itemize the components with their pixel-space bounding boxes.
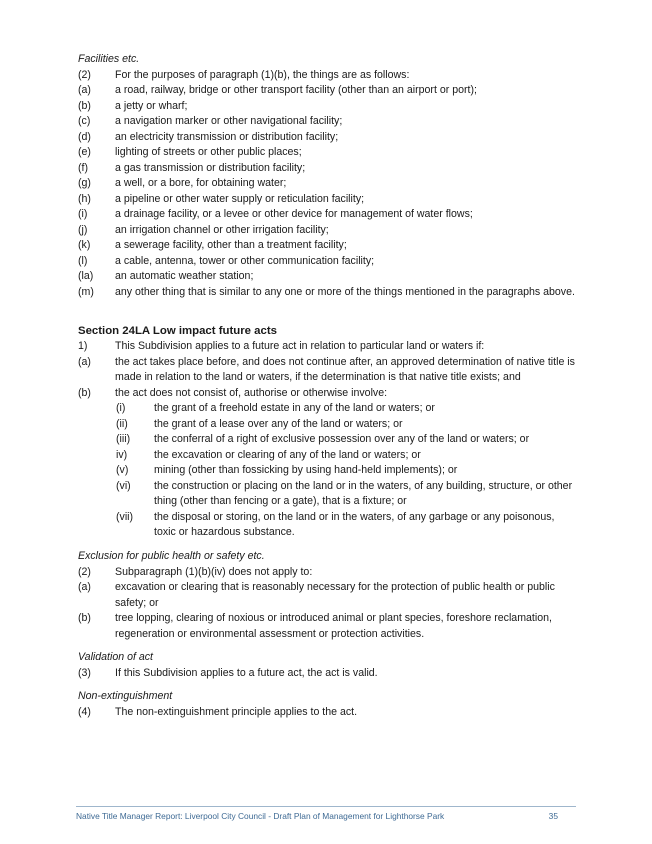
item-text: the construction or placing on the land or in the waters, of any building, structure, or other thing (other than fencing or a gate), that is a fixture; or (154, 479, 573, 507)
item-label: (la) (78, 270, 94, 282)
non-extinguishment-heading: Non-extinguishment (78, 690, 173, 702)
list-item (78, 269, 578, 285)
item-label: (e) (78, 146, 91, 158)
item-label: (c) (78, 115, 91, 127)
sub-list-item (78, 417, 578, 433)
item-text: a navigation marker or other navigational facility; (115, 115, 343, 127)
footer-text: Native Title Manager Report: Liverpool City Council - Draft Plan of Management for Lighthorse Park (76, 811, 445, 821)
page-number: 35 (548, 811, 558, 821)
list-item (78, 386, 578, 402)
item-text: For the purposes of paragraph (1)(b), the things are as follows: (115, 68, 410, 81)
sub-list-item (78, 463, 578, 479)
list-item (78, 176, 578, 192)
item-text: a well, or a bore, for obtaining water; (115, 177, 287, 189)
list-item (78, 83, 578, 99)
item-label: (b) (78, 612, 91, 624)
list-item (78, 68, 578, 84)
item-text: an automatic weather station; (115, 270, 254, 282)
item-text: an electricity transmission or distribution facility; (115, 130, 339, 143)
item-label: (h) (78, 192, 91, 205)
facilities-section (78, 52, 578, 300)
item-text: any other thing that is similar to any one or more of the things mentioned in the paragraphs above. (115, 285, 575, 298)
item-label: (2) (78, 68, 91, 81)
item-text: excavation or clearing that is reasonably necessary for the protection of public health or public safety; or (115, 581, 555, 609)
item-label: (a) (78, 84, 91, 96)
item-text: Subparagraph (1)(b)(iv) does not apply to: (115, 565, 313, 578)
item-label: (i) (78, 208, 88, 220)
item-label: (g) (78, 177, 91, 189)
section-heading: Section 24LA Low impact future acts (78, 325, 277, 337)
item-text: a sewerage facility, other than a treatment facility; (115, 239, 347, 251)
sub-list-item (78, 479, 578, 510)
sub-list-item (78, 432, 578, 448)
list-item (78, 339, 578, 355)
item-label: (2) (78, 565, 91, 578)
item-text: a pipeline or other water supply or reticulation facility; (115, 192, 365, 205)
item-text: the disposal or storing, on the land or in the waters, of any garbage or any poisonous, toxic or hazardous substance. (154, 510, 555, 538)
item-text: a drainage facility, or a levee or other device for management of water flows; (115, 208, 473, 220)
item-label: (b) (78, 386, 91, 399)
sub-list-item (78, 510, 578, 541)
facilities-heading: Facilities etc. (78, 53, 140, 65)
list-item (78, 145, 578, 161)
item-label: (i) (116, 402, 126, 414)
section-24la (78, 323, 578, 541)
item-label: (d) (78, 130, 91, 143)
exclusion-heading: Exclusion for public health or safety etc. (78, 550, 265, 562)
item-text: This Subdivision applies to a future act in relation to particular land or waters if: (115, 340, 485, 352)
exclusion-section (78, 549, 578, 642)
item-text: a cable, antenna, tower or other communication facility; (115, 254, 375, 267)
item-label: (l) (78, 254, 88, 267)
list-item (78, 130, 578, 146)
item-text: the grant of a lease over any of the land or waters; or (154, 417, 403, 430)
item-label: 1) (78, 340, 88, 352)
list-item (78, 611, 578, 642)
facilities-list (78, 68, 578, 301)
item-label: (j) (78, 223, 88, 236)
item-label: (v) (116, 464, 129, 476)
non-extinguishment-section (78, 689, 578, 720)
item-label: (a) (78, 581, 91, 593)
list-item (78, 565, 578, 581)
item-text: a jetty or wharf; (115, 99, 188, 112)
item-label: (f) (78, 161, 88, 174)
item-text: the excavation or clearing of any of the land or waters; or (154, 448, 421, 461)
list-item (78, 666, 578, 682)
list-item (78, 580, 578, 611)
item-text: the conferral of a right of exclusive possession over any of the land or waters; or (154, 433, 530, 445)
sub-list-item (78, 401, 578, 417)
list-item (78, 207, 578, 223)
list-item (78, 114, 578, 130)
item-label: (k) (78, 239, 91, 251)
item-text: a gas transmission or distribution facility; (115, 161, 306, 174)
item-label: (ii) (116, 417, 128, 430)
item-text: the act takes place before, and does not continue after, an approved determination of native title is made in relation to the land or waters, if the determination is that native title exists; and (115, 355, 575, 383)
list-item (78, 99, 578, 115)
item-text: mining (other than fossicking by using hand-held implements); or (154, 464, 458, 476)
item-label: (4) (78, 705, 91, 718)
list-item (78, 161, 578, 177)
item-label: (vii) (116, 510, 134, 523)
item-text: lighting of streets or other public places; (115, 146, 302, 158)
list-item (78, 223, 578, 239)
item-label: (3) (78, 666, 91, 679)
list-item (78, 355, 578, 386)
item-text: The non-extinguishment principle applies to the act. (115, 705, 358, 718)
validation-section (78, 650, 578, 681)
list-item (78, 238, 578, 254)
item-text: the grant of a freehold estate in any of the land or waters; or (154, 402, 435, 414)
item-text: tree lopping, clearing of noxious or introduced animal or plant species, foreshore reclamation, regeneration or environmental assessment or protection activities. (115, 612, 552, 640)
item-label: (b) (78, 99, 91, 112)
item-label: (vi) (116, 479, 131, 492)
list-item (78, 705, 578, 721)
item-text: a road, railway, bridge or other transport facility (other than an airport or port); (115, 84, 477, 96)
list-item (78, 192, 578, 208)
list-item (78, 254, 578, 270)
item-text: If this Subdivision applies to a future act, the act is valid. (115, 666, 378, 679)
item-label: iv) (116, 448, 128, 461)
item-text: the act does not consist of, authorise or otherwise involve: (115, 386, 388, 399)
validation-heading: Validation of act (78, 651, 153, 663)
item-label: (iii) (116, 433, 131, 445)
sub-list-item (78, 448, 578, 464)
item-label: (m) (78, 285, 94, 298)
item-text: an irrigation channel or other irrigation facility; (115, 223, 329, 236)
item-label: (a) (78, 355, 91, 368)
page-footer (76, 806, 576, 821)
list-item (78, 285, 578, 301)
